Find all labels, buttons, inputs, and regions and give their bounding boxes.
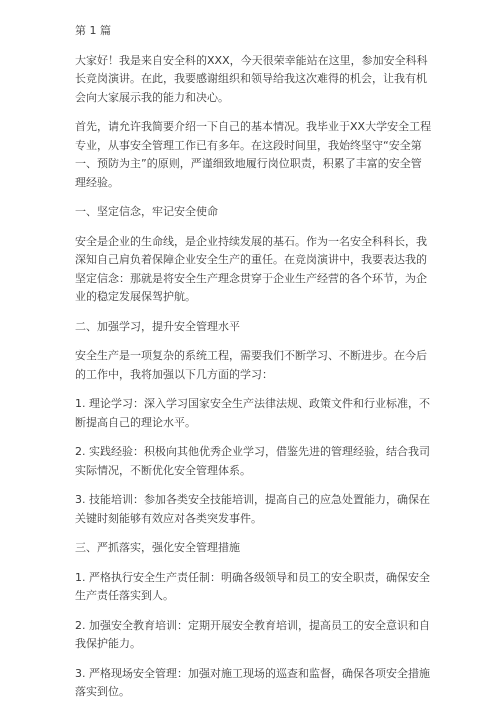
list-item-site-management: 3. 严格现场安全管理：加强对施工现场的巡查和监督，确保各项安全措施落实到位。 <box>75 666 430 698</box>
paragraph-greeting: 大家好！我是来自安全科的XXX，今天很荣幸能站在这里，参加安全科科长竞岗演讲。在此，我要感谢组织和领导给我这次难得的机会，让我有机会向大家展示我的能力和决心。 <box>75 53 428 104</box>
list-item-responsibility-system: 1. 严格执行安全生产责任制：明确各级领导和员工的安全职责，确保安全生产责任落实到人。 <box>75 570 430 602</box>
section-heading-2: 二、加强学习，提升安全管理水平 <box>75 319 240 333</box>
document-title: 第 1 篇 <box>75 24 111 37</box>
section-heading-3: 三、严抓落实，强化安全管理措施 <box>75 541 240 554</box>
list-item-skill-training: 3. 技能培训：参加各类安全技能培训，提高自己的应急处置能力，确保在关键时刻能够有效应对各类突发事件。 <box>75 493 430 525</box>
list-item-safety-education: 2. 加强安全教育培训：定期开展安全教育培训，提高员工的安全意识和自我保护能力。 <box>75 618 430 650</box>
list-item-practice-experience: 2. 实践经验：积极向其他优秀企业学习，借鉴先进的管理经验，结合我司实际情况，不断优化安全管理体系。 <box>75 445 430 477</box>
paragraph-introduction: 首先，请允许我简要介绍一下自己的基本情况。我毕业于XX大学安全工程专业，从事安全管理工作已有多年。在这段时间里，我始终坚守“安全第一、预防为主”的原则，严谨细致地履行岗位职责，积累了丰富的安全管理经验。 <box>75 120 432 189</box>
list-item-theory-study: 1. 理论学习：深入学习国家安全生产法律法规、政策文件和行业标准，不断提高自己的理论水平。 <box>75 397 430 429</box>
paragraph-section-2-intro: 安全生产是一项复杂的系统工程，需要我们不断学习、不断进步。在今后的工作中，我将加强以下几方面的学习： <box>75 349 427 381</box>
section-heading-1: 一、坚定信念，牢记安全使命 <box>75 205 218 218</box>
paragraph-section-1: 安全是企业的生命线，是企业持续发展的基石。作为一名安全科科长，我深知自己肩负着保障企业安全生产的重任。在竞岗演讲中，我要表达我的坚定信念：那就是将安全生产理念贯穿于企业生产经营的各个环节，为企业的稳定发展保驾护航。 <box>75 234 427 303</box>
